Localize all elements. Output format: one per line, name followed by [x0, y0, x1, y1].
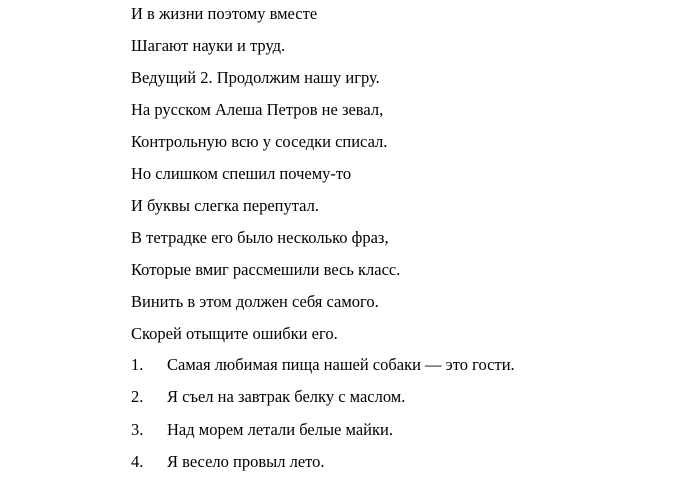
text-line: Которые вмиг рассмешили весь класс.: [131, 260, 401, 279]
text-line: На русском Алеша Петров не зевал,: [131, 100, 384, 119]
list-number: 1.: [131, 355, 144, 374]
list-number: 2.: [131, 387, 144, 407]
text-line: Винить в этом должен себя самого.: [131, 292, 379, 311]
list-item: [131, 385, 515, 417]
list-item-text: Над морем летали белые майки.: [167, 419, 393, 439]
list-item-text: Я съел на завтрак белку с маслом.: [167, 387, 406, 407]
list-number: 3.: [131, 419, 144, 439]
list-number: 4.: [131, 451, 144, 471]
text-line: Скорей отыщите ошибки его.: [131, 324, 338, 343]
text-line: И буквы слегка перепутал.: [131, 196, 319, 215]
list-item: [131, 418, 515, 450]
poem-lines: [131, 2, 400, 354]
list-item-text: Я весело провыл лето.: [167, 451, 325, 471]
text-line: И в жизни поэтому вместе: [131, 4, 318, 23]
text-line: Шагают науки и труд.: [131, 36, 286, 55]
list-item: [131, 450, 515, 482]
text-line: Но слишком спешил почему-то: [131, 164, 352, 183]
text-line: Ведущий 2. Продолжим нашу игру.: [131, 68, 380, 87]
numbered-list: [131, 353, 515, 482]
text-line: Контрольную всю у соседки списал.: [131, 132, 388, 151]
list-item: [131, 353, 515, 385]
list-item-text: Самая любимая пища нашей собаки — это гости.: [167, 355, 515, 374]
text-line: В тетрадке его было несколько фраз,: [131, 228, 389, 247]
